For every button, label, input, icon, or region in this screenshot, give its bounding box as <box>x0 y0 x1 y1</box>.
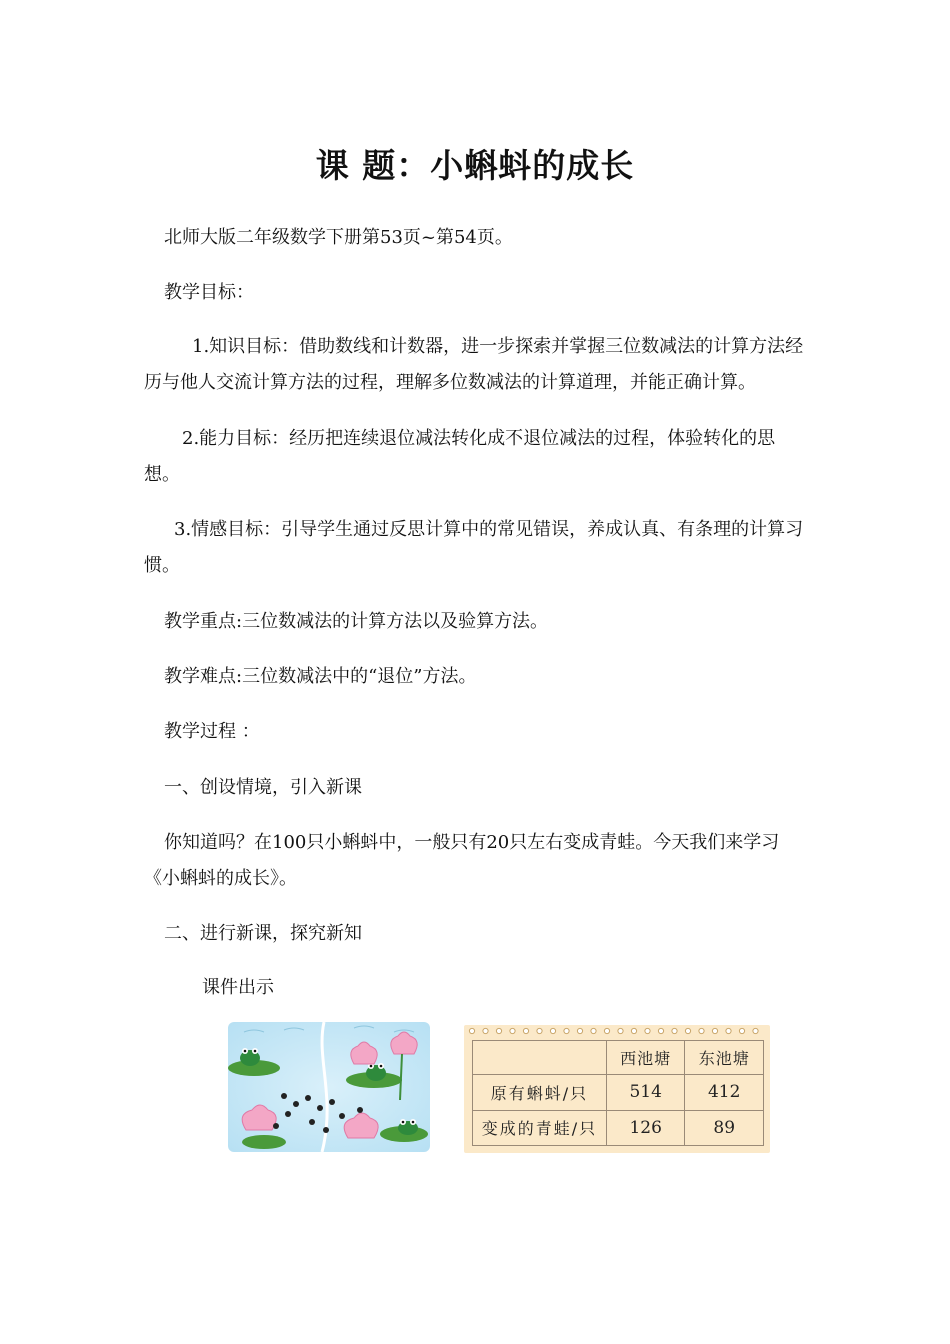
ring-hole-icon <box>672 1028 677 1033</box>
section-two-heading: 二、进行新课，探究新知 <box>164 923 362 944</box>
pond-illustration <box>224 1018 434 1156</box>
ring-hole-icon <box>523 1028 528 1033</box>
ring-hole-icon <box>604 1028 609 1033</box>
data-table-card <box>464 1025 770 1153</box>
frog-icon <box>366 1063 386 1081</box>
goal-knowledge: 1.知识目标：借助数线和计数器，进一步探索并掌握三位数减法的计算方法经历与他人交流计算方法的过程，理解多位数减法的计算道理，并能正确计算。 <box>144 336 804 393</box>
frog-icon <box>398 1119 418 1135</box>
ring-hole-icon <box>618 1028 623 1033</box>
ring-hole-icon <box>739 1028 744 1033</box>
notebook-rings <box>464 1025 770 1037</box>
ring-hole-icon <box>658 1028 663 1033</box>
key-point: 教学重点:三位数减法的计算方法以及验算方法。 <box>164 611 549 632</box>
ring-hole-icon <box>537 1028 542 1033</box>
table-header-cell <box>473 1041 607 1075</box>
table-header-row <box>473 1041 764 1075</box>
process-heading: 教学过程 ： <box>164 721 260 742</box>
frog-icon <box>240 1048 260 1066</box>
ring-hole-icon <box>550 1028 555 1033</box>
ring-hole-icon <box>699 1028 704 1033</box>
source-line: 北师大版二年级数学下册第53页~第54页。 <box>164 227 513 248</box>
table-row <box>473 1110 764 1146</box>
difficulty-point: 教学难点:三位数减法中的“退位”方法。 <box>164 666 477 687</box>
ring-hole-icon <box>591 1028 596 1033</box>
ring-hole-icon <box>631 1028 636 1033</box>
goal-ability: 2.能力目标：经历把连续退位减法转化成不退位减法的过程，体验转化的思想。 <box>144 428 776 485</box>
table-cell: 514 <box>606 1075 685 1111</box>
ring-hole-icon <box>510 1028 515 1033</box>
ring-hole-icon <box>712 1028 717 1033</box>
ring-hole-icon <box>577 1028 582 1033</box>
row-label: 变成的青蛙/只 <box>473 1110 607 1146</box>
ring-hole-icon <box>564 1028 569 1033</box>
table-cell: 89 <box>685 1110 764 1146</box>
goal-emotion: 3.情感目标：引导学生通过反思计算中的常见错误，养成认真、有条理的计算习惯。 <box>144 519 804 576</box>
data-table <box>472 1040 764 1146</box>
intro-paragraph: 你知道吗？在100只小蝌蚪中，一般只有20只左右变成青蛙。今天我们来学习《小蝌蚪的成长》。 <box>144 832 780 889</box>
table-cell: 412 <box>685 1075 764 1111</box>
table-row <box>473 1075 764 1111</box>
lily-pad-icon <box>242 1135 286 1149</box>
ring-hole-icon <box>496 1028 501 1033</box>
row-label: 原有蝌蚪/只 <box>473 1075 607 1111</box>
table-header-cell: 西池塘 <box>606 1041 685 1075</box>
goals-heading: 教学目标： <box>164 282 254 303</box>
courseware-line: 课件出示 <box>202 977 274 998</box>
ring-hole-icon <box>685 1028 690 1033</box>
ring-hole-icon <box>469 1028 474 1033</box>
table-header-cell: 东池塘 <box>685 1041 764 1075</box>
ring-hole-icon <box>753 1028 758 1033</box>
page-title: 课 题：小蝌蚪的成长 <box>315 146 635 185</box>
ring-hole-icon <box>645 1028 650 1033</box>
ring-hole-icon <box>726 1028 731 1033</box>
section-one-heading: 一、创设情境，引入新课 <box>164 777 362 798</box>
ring-hole-icon <box>483 1028 488 1033</box>
table-cell: 126 <box>606 1110 685 1146</box>
